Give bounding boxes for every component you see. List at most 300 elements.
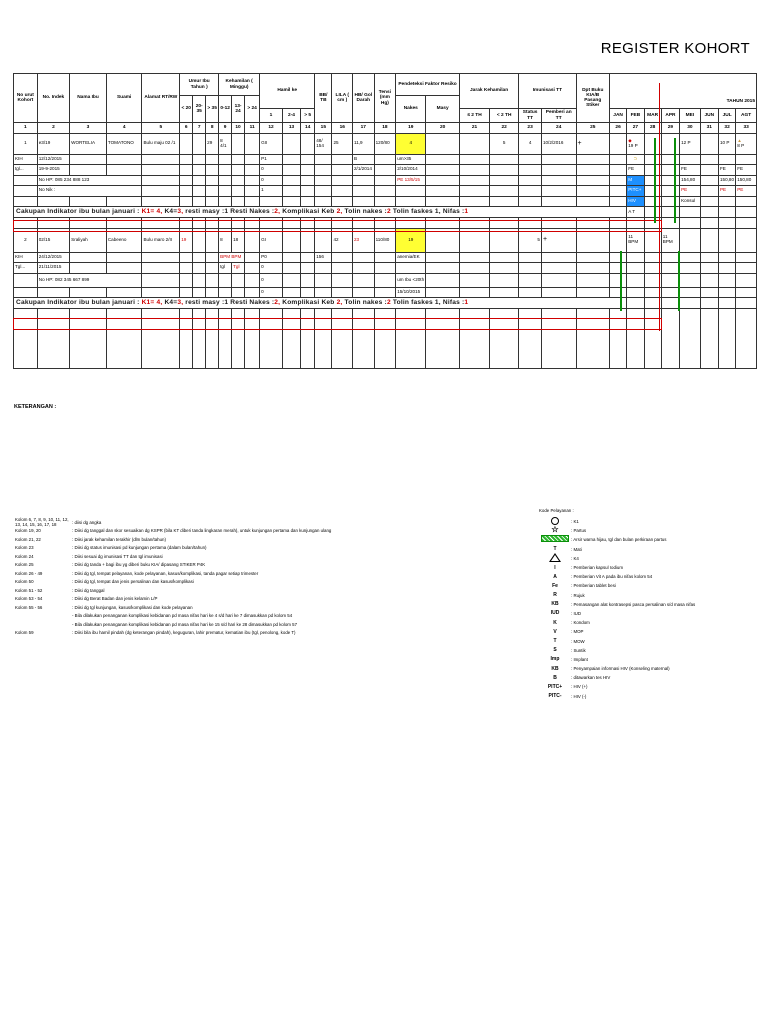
green-partus-line (678, 251, 680, 311)
header-tensi: Tensi (mm Hg) (374, 74, 396, 123)
rec1-det-date: 2/10/2014 (396, 165, 426, 176)
rec2-mar: 11 BPM (661, 228, 679, 252)
header-kehamilan: Kehamilan ( Minggu) (219, 74, 260, 96)
column-number: 16 (332, 123, 353, 134)
blank-cell (106, 309, 142, 369)
blank-cell (374, 309, 396, 369)
blank-cell (180, 309, 193, 369)
legend-item (15, 527, 535, 536)
legend-code: IUD (550, 610, 560, 617)
column-number: 33 (736, 123, 757, 134)
header-tahun: TAHUN 2015 (609, 96, 756, 109)
rec1-kehamilan: 8 4/1 (219, 133, 232, 154)
legend-value: : Diisi jarak kehamilan terakhir (dlm bulan/tahun) (72, 536, 166, 542)
rec2-hamil-0: 0 (260, 263, 283, 274)
legend-code-desc: : Mati (571, 546, 582, 552)
blank-cell (490, 309, 519, 369)
header-no-indek: No. Indek (37, 74, 69, 123)
legend-code: PITC- (548, 693, 562, 700)
blank-cell (519, 309, 542, 369)
legend-item (15, 578, 535, 587)
rec1-status-tt: 4 (519, 133, 542, 154)
legend-code: PITC+ (547, 683, 563, 690)
rec1-pe-date: PE 13/5/15 (396, 175, 426, 186)
rec2-index: 02/15 (37, 228, 69, 252)
header-dpt-buku: Dpt Buku KIA/B Pasang Stiker (576, 74, 609, 123)
column-number: 27 (627, 123, 644, 134)
table-row (14, 273, 757, 287)
rec1-m-feb: M (627, 175, 644, 186)
header-month-apr: APR (661, 109, 679, 123)
header-jarak-lt2: < 2 TH (490, 109, 519, 123)
header-masy: Masy (426, 96, 459, 123)
blank-cell (680, 309, 701, 369)
legend-item (15, 518, 535, 527)
header-umur-20-35: 20-35 (193, 96, 206, 123)
blank-cell (14, 309, 38, 369)
header-jarak-le2: ≤ 2 TH (459, 109, 489, 123)
rec2-alamat: Bulu maro 2/II (142, 228, 180, 252)
legend-item (15, 603, 535, 612)
column-number: 6 (180, 123, 193, 134)
column-number: 5 (142, 123, 180, 134)
legend-value: : Diisi bila ibu hamil pindah (dg keterangan pindah), keguguran, lahir prematur, kematian ibu (tgl, penolong, kode T) (72, 630, 296, 636)
legend-code-item (539, 664, 764, 673)
rec1-feb-symbol: ⊃ (627, 154, 644, 165)
cakupan-row (14, 207, 757, 218)
rec1-b: B (353, 154, 375, 165)
legend-value: : Diisi sesuai dg imunisasi TT dan tgl imunisasi (72, 553, 163, 559)
column-number: 29 (661, 123, 679, 134)
legend-value: - Bila dilakukan penanganan komplikasi kebidanan pd masa nifas hari ke 15 s/d hari ke 28 dimasukkan pd kolom 57 (72, 621, 298, 627)
rec1-index: e3/19 (37, 133, 69, 154)
rec1-lila: 25 (332, 133, 353, 154)
legend-code-desc: : Arsir warna hijau, tgl dan bulan perkiraan partus (571, 537, 667, 543)
rec1-bp-agt: 150,80 (736, 175, 757, 186)
header-nakes: Nakes (396, 96, 426, 123)
legend-code-desc: : Suntik (571, 647, 586, 653)
table-row (14, 154, 757, 165)
legend-code-item (539, 609, 764, 618)
legend-code-desc: : K4 (571, 555, 579, 561)
blank-cell (661, 309, 679, 369)
rec1-plus: + (576, 133, 609, 154)
column-number: 24 (541, 123, 576, 134)
column-number: 25 (576, 123, 609, 134)
legend-key: Kolom 55 - 56 (15, 604, 43, 610)
rec2-tgl-b: Tgl (232, 263, 245, 274)
header-blank (609, 74, 756, 96)
rec1-hiv: HIV (627, 196, 644, 207)
legend-value: : Diisi dg tgl kunjungan, kasus/komplikasi dan kode pelayanan (72, 604, 193, 610)
column-number: 19 (396, 123, 426, 134)
rec1-nama: WORTELIA (70, 133, 107, 154)
rec1-pitc: PITC+ (627, 186, 644, 197)
rec1-fe-feb: FE (627, 165, 644, 176)
table-row (14, 175, 757, 186)
legend-value: : Diisi dg Berat Badan dan jenis kelamin L/P (72, 596, 158, 602)
blank-cell (260, 309, 283, 369)
rec1-fe-mei: FE (680, 165, 701, 176)
legend-key: Kolom 23 (15, 545, 34, 551)
legend-value: : Diisi dg tanda + bagi ibu yg diberi buku KIA/ dipasang STIKER P4K (72, 562, 206, 568)
legend-item (15, 552, 535, 561)
column-number: 9 (219, 123, 232, 134)
legend-key: Kolom 25 (15, 562, 34, 568)
rec1-pe-agt: PE (736, 186, 757, 197)
blank-cell (282, 309, 300, 369)
legend-code-desc: : HIV (+) (571, 684, 588, 690)
rec1-hamil-0b: 0 (260, 175, 283, 186)
rec1-umur: 29 (206, 133, 219, 154)
legend-code-item (539, 600, 764, 609)
blank-cell (353, 309, 375, 369)
header-suami: Suami (106, 74, 142, 123)
legend-code-item (539, 535, 764, 544)
legend-key: Kolom 51 - 52 (15, 587, 43, 593)
legend-code-desc: : K1 (571, 519, 579, 525)
blank-cell (37, 309, 69, 369)
rec1-hb: 11,9 (353, 133, 375, 154)
legend-code-desc: : MOW (571, 638, 585, 644)
rec1-konsul: Konsul (680, 196, 701, 207)
column-number: 14 (301, 123, 315, 134)
legend-code-desc: : Partus (571, 528, 587, 534)
rec2-pendeteksi: 19 (396, 228, 426, 252)
blank-cell (396, 309, 426, 369)
rec1-hb-date: 2/1/2014 (353, 165, 375, 176)
column-number: 2 (37, 123, 69, 134)
column-number: 7 (193, 123, 206, 134)
rec1-agt: ▲ 8 P (736, 133, 757, 154)
column-number: 3 (70, 123, 107, 134)
table-row (14, 252, 757, 263)
kohort-table (13, 73, 757, 369)
rec1-feb: ◆ 19 P (627, 133, 644, 154)
column-legend (15, 518, 535, 637)
rec1-fe-agt: FE (736, 165, 757, 176)
service-code-legend (539, 508, 764, 701)
rec1-bp-mei: 154,80 (680, 175, 701, 186)
stripe-icon (539, 535, 571, 544)
cakupan-summary-2: Cakupan Indikator ibu bulan januari : K1= 4, K4=3, resti masy :1 Resti Nakes :2, Komplikasi Keb 2, Tolin nakes :2 Tolin faskes 1, Nifas :1 (14, 298, 627, 309)
header-umur-lt20: < 20 (180, 96, 193, 123)
legend-code-item (539, 682, 764, 691)
rec1-bp-jul: 150,80 (718, 175, 735, 186)
legend-code-item (539, 618, 764, 627)
blank-cell (627, 309, 644, 369)
star-icon: ☆ (551, 525, 559, 535)
legend-key: Kolom 21, 22 (15, 536, 41, 542)
rec2-tgl-a: tgl (219, 263, 232, 274)
header-nama-ibu: Nama Ibu (70, 74, 107, 123)
legend-code-item (539, 673, 764, 682)
legend-value: : Diisi dg status imunisasi pd kunjungan pertama (dalam bulan/tahun) (72, 545, 207, 551)
legend-code-desc: : Pemberian kapsul Iodium (571, 565, 623, 571)
rec1-fe-jul: FE (718, 165, 735, 176)
legend-value: : Diisi dg tgl, tempat pelayanan, kode pelayanan, kasus/komplikasi, tanda pagar setiap trimester (72, 570, 259, 576)
header-kehamilan-0-12: 0-12 (219, 96, 232, 123)
table-row (14, 287, 757, 298)
rec2-nama: Sraliyah (70, 228, 107, 252)
rec1-kih-label: KIH (14, 154, 38, 165)
column-number: 20 (426, 123, 459, 134)
legend-code: T (553, 638, 557, 645)
column-number: 30 (680, 123, 701, 134)
legend-code-desc: : Pemberian tablet besi (571, 583, 616, 589)
rec2-kih-date: 24/12/2015 (37, 252, 69, 263)
legend-item (15, 612, 535, 621)
rec2-hamil-0c: 0 (260, 287, 283, 298)
blank-cell (736, 309, 757, 369)
cakupan-row (14, 298, 757, 309)
header-month-jun: JUN (700, 109, 718, 123)
column-number: 28 (644, 123, 661, 134)
legend-code-item (539, 581, 764, 590)
rec2-tgl-label: Tgl... (14, 263, 38, 274)
legend-code-item (539, 636, 764, 645)
blank-cell (426, 309, 459, 369)
legend-code-item (539, 526, 764, 535)
rec2-kih-label: KIH (14, 252, 38, 263)
legend-item (15, 544, 535, 553)
legend-code: I (554, 564, 556, 571)
rec1-tgl-date: 19-9-2015 (37, 165, 69, 176)
page-title: REGISTER KOHORT (600, 40, 750, 57)
column-number: 23 (519, 123, 542, 134)
header-bbtb: BB/ TB (315, 74, 332, 123)
header-pendeteksi: Pendeteksi Faktor Resiko (396, 74, 460, 96)
table-row (14, 263, 757, 274)
column-number: 32 (718, 123, 735, 134)
legend-value: : Diisi dg tanggal (72, 587, 105, 593)
legend-code-desc: : Implant (571, 656, 588, 662)
blank-cell (219, 309, 232, 369)
legend-code-item (539, 692, 764, 701)
legend-head: Kode Pelayanan : (539, 508, 574, 513)
legend-code: T (553, 546, 557, 553)
legend-code-desc: : Pemberian Vit A pada ibu nifas kolom 54 (571, 574, 653, 580)
rec2-bpm: BPM BPM (219, 252, 245, 263)
rec2-umur: 19 (180, 228, 193, 252)
legend-value: : Diisi dg tanggal dan skor sesuaikan dg KSPR (bila KT diberi tanda lingkaran merah), untuk kunjungan pertama dan kunjungan ulang (72, 528, 332, 534)
header-month-jul: JUL (718, 109, 735, 123)
header-hamil-gt5: > 5 (301, 109, 315, 123)
header-kehamilan-13-24: 13-24 (232, 96, 245, 123)
legend-code: K (553, 619, 557, 626)
header-month-mei: MEI (680, 109, 701, 123)
table-row (14, 165, 757, 176)
rec1-jarak: 5 (490, 133, 519, 154)
rec2-p0: P0 (260, 252, 283, 263)
blank-cell (576, 309, 609, 369)
legend-item (15, 620, 535, 629)
column-number: 8 (206, 123, 219, 134)
blank-cell (700, 309, 718, 369)
legend-code: B (553, 674, 557, 681)
legend-key: Kolom 24 (15, 553, 34, 559)
legend-key: Kolom 26 - 49 (15, 570, 43, 576)
column-number: 10 (232, 123, 245, 134)
header-hb: HB/ Gol Darah (353, 74, 375, 123)
header-hamil-ke: Hamil ke (260, 74, 315, 109)
legend-code-desc: : Kondom (571, 620, 590, 626)
rec2-lila: 42 (332, 228, 353, 252)
rec2-tt: 5 (519, 228, 542, 252)
header-alamat: Alamat RT/RW (142, 74, 180, 123)
green-partus-line (620, 251, 622, 311)
legend-key: Kolom 50 (15, 579, 34, 585)
legend-item (15, 561, 535, 570)
rec2-det-date: 15/10/2015 (396, 287, 426, 298)
green-partus-line (654, 138, 656, 223)
legend-code: A (553, 573, 557, 580)
legend-item (15, 569, 535, 578)
header-umur: Umur Ibu Tahun ) (180, 74, 219, 96)
legend-code: KB (551, 601, 559, 608)
rec2-suami: Cabeeno (106, 228, 142, 252)
rec1-bbtb: 48/ 154 (315, 133, 332, 154)
rec1-pe-jul: PE (718, 186, 735, 197)
blank-cell (644, 309, 661, 369)
rec1-suami: TOMATONO (106, 133, 142, 154)
blank-cell (332, 309, 353, 369)
table-row (14, 309, 757, 369)
legend-code-item (539, 646, 764, 655)
rec1-hamil-0: 0 (260, 165, 283, 176)
legend-key: Kolom 6, 7, 8, 9, 10, 11, 12, 13, 14, 15, 16, 17, 18 (15, 517, 69, 528)
legend-code-item (539, 554, 764, 563)
column-number: 18 (374, 123, 396, 134)
legend-item (15, 586, 535, 595)
rec2-tgl-date: 21/11/2015 (37, 263, 69, 274)
rec1-jul: 10 P (718, 133, 735, 154)
header-hamil-2-4: 2-4 (282, 109, 300, 123)
rec1-um35: um>35 (396, 154, 426, 165)
blank-cell (245, 309, 260, 369)
legend-key: Kolom 59 (15, 630, 34, 636)
blank-cell (70, 309, 107, 369)
legend-code-desc: : HIV (-) (571, 693, 587, 699)
rec1-kih-date: 12/12/2015 (37, 154, 69, 165)
header-month-feb: FEB (627, 109, 644, 123)
kohort-register-sheet (13, 73, 757, 393)
legend-code-desc: : Penyampaian informasi HIV (Konseling maternal) (571, 666, 670, 672)
rec1-hp: No HP: 085 234 888 123 (37, 175, 142, 186)
legend-item (15, 629, 535, 638)
blank-cell (459, 309, 489, 369)
header-jarak: Jarak Kehamilan (459, 74, 518, 109)
legend-code-desc: : ditawarkan tes HIV (571, 675, 611, 681)
header-lila: LILA ( cm ) (332, 74, 353, 123)
legend-code-item (539, 572, 764, 581)
column-number: 11 (245, 123, 260, 134)
legend-code-item (539, 591, 764, 600)
rec2-feb: 11 BPM (627, 228, 644, 252)
rec1-pendeteksi: 4 (396, 133, 426, 154)
blank-cell (718, 309, 735, 369)
rec1-p1: P1 (260, 154, 283, 165)
column-number: 31 (700, 123, 718, 134)
table-row (14, 186, 757, 197)
rec2-hamil-0b: 0 (260, 273, 283, 287)
legend-code: KB (551, 665, 559, 672)
keterangan-label: KETERANGAN : (14, 404, 57, 410)
column-number: 12 (260, 123, 283, 134)
rec1-alamat: Bulu maju 02 /1 (142, 133, 180, 154)
legend-key: Kolom 53 - 54 (15, 596, 43, 602)
rec1-tgl-label: tgl... (14, 165, 38, 176)
blank-cell (541, 309, 576, 369)
blank-cell (609, 309, 626, 369)
column-number: 22 (490, 123, 519, 134)
rec1-tanggal-tt: 10/2/2016 (541, 133, 576, 154)
rec1-no: 1 (14, 133, 38, 154)
column-number: 21 (459, 123, 489, 134)
rec2-lila2: 23 (353, 228, 375, 252)
rec1-hamil: GII (260, 133, 283, 154)
blank-cell (232, 309, 245, 369)
header-umur-gt35: > 35 (206, 96, 219, 123)
column-number: 15 (315, 123, 332, 134)
rec2-anemia: anemia/EK (396, 252, 426, 263)
column-number: 4 (106, 123, 142, 134)
rec1-hamil-1: 1 (260, 186, 283, 197)
rec2-hp: No HP: 082 345 667 899 (37, 273, 142, 287)
rec2-kehamilan-a: 8 (219, 228, 232, 252)
table-row (14, 133, 757, 154)
rec2-umur-ibu: um Ibu <20th (396, 273, 426, 287)
triangle-icon (539, 553, 571, 564)
column-number: 13 (282, 123, 300, 134)
table-row (14, 228, 757, 252)
legend-value: : diisi dg angka (72, 519, 102, 525)
rec1-nik: No Nik : (37, 186, 142, 197)
legend-key: Kolom 19, 20 (15, 528, 41, 534)
header-month-agt: AGT (736, 109, 757, 123)
cakupan-summary-1: Cakupan Indikator ibu bulan januari : K1= 4, K4=3, resti masy :1 Resti Nakes :2, Komplikasi Keb 2, Tolin nakes :2 Tolin faskes 1, Nifas :1 (14, 207, 627, 218)
legend-code-desc: : IUD (571, 610, 582, 616)
legend-code-item (539, 545, 764, 554)
legend-code: S (553, 647, 557, 654)
column-number: 17 (353, 123, 375, 134)
legend-code-item (539, 563, 764, 572)
legend-code: V (553, 628, 557, 635)
blank-cell (301, 309, 315, 369)
table-row (14, 196, 757, 207)
header-pemberian-tt: Pemberi an TT (541, 109, 576, 123)
header-hamil-1: 1 (260, 109, 283, 123)
header-imunisasi: Imunisasi TT (519, 74, 576, 109)
rec1-pe-mei: PE (680, 186, 701, 197)
legend-code: Imp (550, 656, 560, 663)
legend-item (15, 535, 535, 544)
rec1-at: A T (627, 207, 644, 218)
legend-code: Fe (552, 582, 558, 589)
legend-item (15, 595, 535, 604)
blank-cell (142, 309, 180, 369)
legend-code-desc: : Pemasangan alat kontrasepsi pasca persalinan s/d masa nifas (571, 601, 696, 607)
legend-code-desc: : MOP (571, 629, 584, 635)
green-partus-line (674, 138, 676, 223)
rec2-kehamilan-b: 18 (232, 228, 245, 252)
legend-code-item (539, 517, 764, 526)
header-month-jan: JAN (609, 109, 626, 123)
blank-cell (206, 309, 219, 369)
rec1-tensi: 120/80 (374, 133, 396, 154)
rec2-hamil: GI (260, 228, 283, 252)
column-number: 1 (14, 123, 38, 134)
